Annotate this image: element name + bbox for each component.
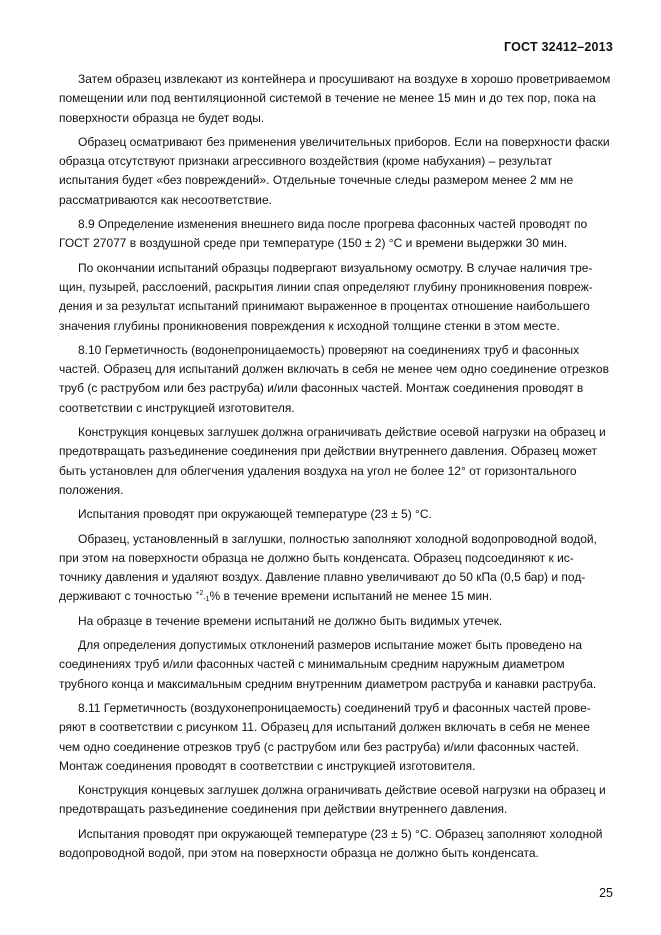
pressure-text-after: % в течение времени испытаний не менее 15 мин. <box>209 589 493 604</box>
pressure-text-before: Образец, установленный в заглушки, полностью заполняют холодной водопроводной водой, при этом на поверхности образца не должно быть конденсата. Образец подсоединяют к источнику давления и удаляют воздух. Давление плавно увеличивают до 50 кПа (0,5 бар) и поддерживают с точностью <box>59 531 597 604</box>
paragraph: Конструкция концевых заглушек должна ограничивать действие осевой нагрузки на образец и предотвращать разъединение соединения при действии внутреннего давления. Образец может быть установлен для облегчения удаления воздуха на угол не более 12° от горизонтального положения. <box>59 425 606 497</box>
paragraph: Испытания проводят при окружающей температуре (23 ± 5) °С. <box>78 507 432 522</box>
paragraph: 8.11 Герметичность (воздухонепроницаемость) соединений труб и фасонных частей проверяют в соответствии с рисунком 11. Образец для испытаний должен включать в себя не менее чем одно соединение отрезков труб (с раструбом или без раструба) и/или фасонных частей. Монтаж соединения проводят в соответствии с инструкцией изготовителя. <box>59 700 591 773</box>
tolerance-lower: -1 <box>203 596 210 604</box>
paragraph: 8.9 Определение изменения внешнего вида после прогрева фасонных частей проводят по ГОСТ 27077 в воздушной среде при температуре (150 ± 2) °С и времени выдержки 30 мин. <box>59 217 588 251</box>
document-id-header: ГОСТ 32412–2013 <box>504 40 613 54</box>
body-text <box>59 70 611 868</box>
paragraph: Конструкция концевых заглушек должна ограничивать действие осевой нагрузки на образец и предотвращать разъединение соединения при действии внутреннего давления. <box>59 783 606 817</box>
paragraph: На образце в течение времени испытаний не должно быть видимых утечек. <box>78 613 503 628</box>
pressure-paragraph <box>59 530 611 607</box>
paragraph: Испытания проводят при окружающей температуре (23 ± 5) °С. Образец заполняют холодной водопроводной водой, при этом на поверхности образца не должно быть конденсата. <box>59 826 603 860</box>
tolerance-upper: +2 <box>195 590 204 598</box>
paragraph: По окончании испытаний образцы подвергают визуальному осмотру. В случае наличия трещин, пузырей, расслоений, раскрытия линии спая определяют глубину проникновения повреждения и за результат испытаний принимают выраженное в процентах отношение наибольшего значения глубины проникновения повреждения к исходной толщине стенки в этом месте. <box>59 260 593 333</box>
paragraph: Образец осматривают без применения увеличительных приборов. Если на поверхности фаски образца отсутствуют признаки агрессивного воздействия (кроме набухания) – результат испытания будет «без повреждений». Отдельные точечные следы размером менее 2 мм не рассматриваются как несоответствие. <box>59 134 610 207</box>
paragraph: 8.10 Герметичность (водонепроницаемость) проверяют на соединениях труб и фасонных частей. Образец для испытаний должен включать в себя не менее чем одно соединение отрезков труб (с раструбом или без раструба) и/или фасонных частей. Монтаж соединения проводят в соответствии с инструкцией изготовителя. <box>59 342 609 415</box>
paragraph: Для определения допустимых отклонений размеров испытание может быть проведено на соединениях труб и/или фасонных частей с минимальным средним наружным диаметром трубного конца и максимальным средним внутренним диаметром раструба и канавки раструба. <box>59 638 597 691</box>
page-number: 25 <box>599 886 613 900</box>
paragraph: Затем образец извлекают из контейнера и просушивают на воздухе в хорошо проветриваемом помещении или под вентиляционной системой в течение не менее 15 мин и до тех пор, пока на поверхности образца не будет воды. <box>59 72 611 125</box>
